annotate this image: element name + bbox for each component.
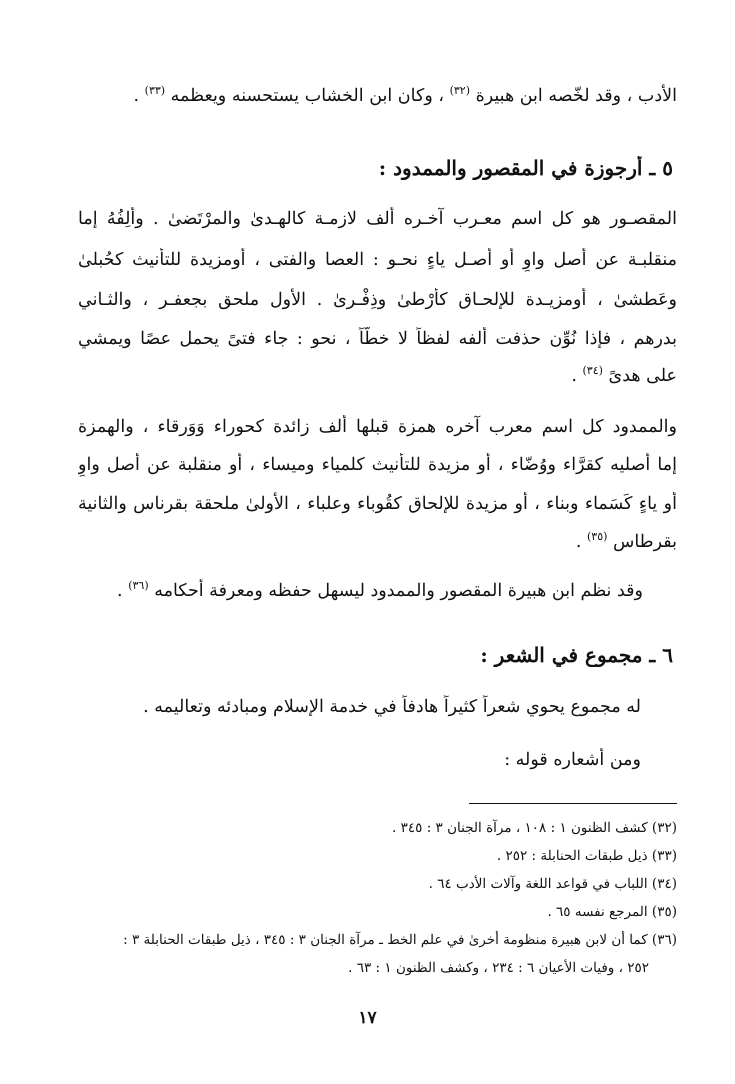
section-heading: ٦ ـ مجموع في الشعر : bbox=[480, 643, 673, 667]
footnote: (٣٢) كشف الظنون ١ : ١٠٨ ، مرآة الجنان ٣ : ٣٤٥ . bbox=[392, 820, 677, 836]
text-run: بقرطاس bbox=[612, 532, 677, 552]
page-number: ١٧ bbox=[358, 1008, 377, 1028]
paragraph-line: منقلبـة عن أصل واوٍ أو أصـل ياءٍ نحـو : العصا والفتى ، أومزيدة للتأنيث كحُبلىٰ bbox=[78, 250, 677, 270]
footnote-ref: (٣٦) bbox=[128, 579, 149, 592]
footnote: (٣٦) كما أن لابن هبيرة منظومة أخرىٰ في علم الخط ـ مرآة الجنان ٣ : ٣٤٥ ، ذيل طبقات الحنابلة ٣ : bbox=[123, 932, 677, 948]
text-run: ، وكان ابن الخشاب يستحسنه ويعظمه bbox=[170, 86, 444, 106]
text-run: . bbox=[575, 532, 582, 552]
section-heading: ٥ ـ أرجوزة في المقصور والممدود : bbox=[378, 156, 673, 180]
paragraph-continuation bbox=[78, 84, 677, 108]
paragraph-line: ومن أشعاره قوله : bbox=[504, 750, 641, 770]
footnote: (٣٤) اللباب في قواعد اللغة وآلات الأدب ٦٤ . bbox=[428, 876, 677, 892]
text-run: على هدىً bbox=[608, 366, 677, 386]
footnote: (٣٥) المرجع نفسه ٦٥ . bbox=[547, 904, 677, 920]
footnote-separator bbox=[469, 803, 677, 804]
text-run: . bbox=[117, 581, 123, 601]
text-run: . bbox=[571, 366, 577, 386]
footnote-ref: (٣٥) bbox=[586, 530, 608, 543]
footnote-ref: (٣٢) bbox=[449, 84, 470, 97]
paragraph-line: المقصـور هو كل اسم معـرب آخـره ألف لازمـة كالهـدىٰ والمرْتَضىٰ . وألِفُهُ إما bbox=[78, 209, 677, 229]
footnote-ref: (٣٤) bbox=[582, 364, 603, 377]
text-run: الأدب ، وقد لخّصه ابن هبيرة bbox=[475, 86, 677, 106]
text-run: وقد نظم ابن هبيرة المقصور والممدود ليسهل حفظه ومعرفة أحكامه bbox=[154, 581, 643, 601]
paragraph-line: والممدود كل اسم معرب آخره همزة قبلها ألف زائدة كحوراء وَوَرقاء ، والهمزة bbox=[78, 417, 677, 437]
footnote: (٣٣) ذيل طبقات الحنابلة : ٢٥٢ . bbox=[496, 848, 677, 864]
paragraph-line bbox=[78, 530, 677, 554]
paragraph-line: له مجموع يحوي شعراً كثيراً هادفاً في خدمة الإسلام ومبادئه وتعاليمه . bbox=[143, 697, 641, 717]
footnote-ref: (٣٣) bbox=[144, 84, 166, 97]
paragraph-line bbox=[78, 579, 643, 603]
paragraph-line: إما أصليه كقرَّاء ووُضّاء ، أو مزيدة للتأنيث كلمياء وميساء ، أو منقلبة عن أصل واوٍ bbox=[78, 455, 677, 475]
footnote-continuation: ٢٥٢ ، وفيات الأعيان ٦ : ٢٣٤ ، وكشف الظنون ١ : ٦٣ . bbox=[348, 960, 649, 976]
paragraph-line: أو ياءٍ كَسَماء وبناء ، أو مزيدة للإلحاق كقُوباء وعلباء ، الأولىٰ ملحقة بقرناس والثانية bbox=[78, 494, 677, 514]
text-run: . bbox=[133, 86, 140, 106]
paragraph-line: وعَطشىٰ ، أومزيـدة للإلحـاق كأَرْطىٰ وذِفْـرىٰ . الأول ملحق بجعفـر ، والثـاني bbox=[78, 290, 677, 310]
paragraph-line: بدرهم ، فإذا نُوِّن حذفت ألفه لفظاً لا خطّاً ، نحو : جاء فتىً يحمل عصًا ويمشي bbox=[78, 329, 677, 349]
paragraph-line bbox=[78, 364, 677, 388]
